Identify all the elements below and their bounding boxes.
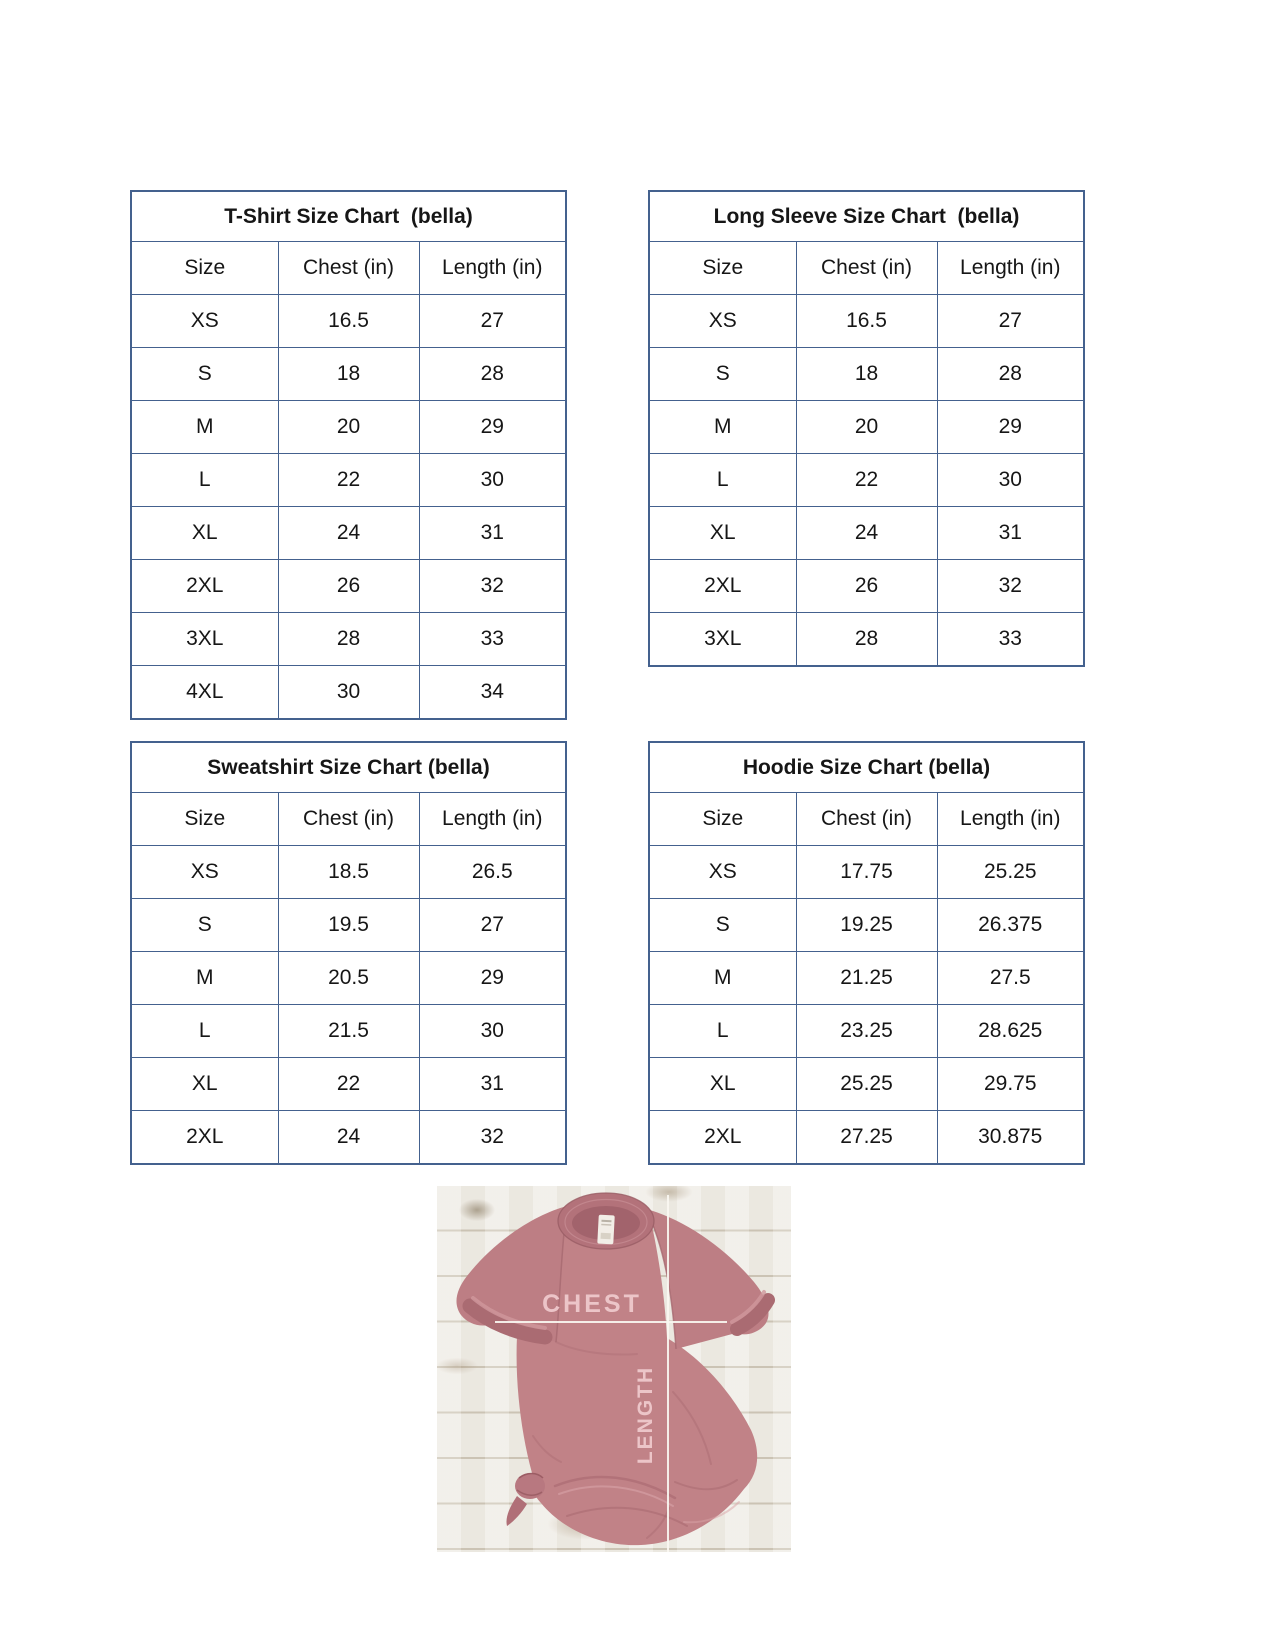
size-cell: 30: [278, 666, 419, 720]
size-row: [649, 899, 1084, 952]
chest-measure-line: [495, 1321, 727, 1323]
size-cell: 19.5: [278, 899, 419, 952]
size-row: [131, 1005, 566, 1058]
size-cell: 28: [278, 613, 419, 666]
longsleeve-size-table: [648, 190, 1085, 667]
size-row: [131, 1058, 566, 1111]
size-cell: 31: [419, 507, 566, 560]
size-cell: 3XL: [649, 613, 796, 667]
size-cell: 16.5: [278, 295, 419, 348]
size-cell: 26.5: [419, 846, 566, 899]
size-row: [649, 348, 1084, 401]
sweatshirt-header-row: [131, 793, 566, 846]
hoodie-table-body: [649, 846, 1084, 1165]
size-cell: 30: [419, 1005, 566, 1058]
size-row: [649, 1111, 1084, 1165]
size-cell: S: [131, 899, 278, 952]
size-cell: 28: [937, 348, 1084, 401]
size-cell: S: [649, 899, 796, 952]
column-header: Size: [649, 242, 796, 295]
size-cell: XS: [131, 846, 278, 899]
neck-tag: [597, 1215, 614, 1245]
size-cell: 17.75: [796, 846, 937, 899]
size-cell: 27.25: [796, 1111, 937, 1165]
size-cell: 29: [419, 952, 566, 1005]
size-cell: 25.25: [796, 1058, 937, 1111]
size-cell: 32: [937, 560, 1084, 613]
size-row: [131, 846, 566, 899]
size-row: [131, 454, 566, 507]
size-cell: 30: [419, 454, 566, 507]
size-cell: XS: [131, 295, 278, 348]
size-cell: 28: [796, 613, 937, 667]
hoodie-table-title: Hoodie Size Chart (bella): [649, 742, 1084, 793]
size-row: [649, 401, 1084, 454]
size-row: [131, 666, 566, 720]
size-cell: XL: [131, 1058, 278, 1111]
size-cell: M: [649, 952, 796, 1005]
size-cell: 31: [937, 507, 1084, 560]
size-row: [131, 401, 566, 454]
chest-label: CHEST: [542, 1290, 642, 1318]
size-cell: 33: [937, 613, 1084, 667]
size-cell: 22: [278, 1058, 419, 1111]
size-cell: 24: [278, 1111, 419, 1165]
size-cell: 23.25: [796, 1005, 937, 1058]
size-cell: 26: [278, 560, 419, 613]
column-header: Length (in): [937, 793, 1084, 846]
column-header: Length (in): [419, 793, 566, 846]
size-cell: 27: [419, 295, 566, 348]
size-cell: 19.25: [796, 899, 937, 952]
size-cell: S: [649, 348, 796, 401]
size-cell: 30.875: [937, 1111, 1084, 1165]
size-cell: 26.375: [937, 899, 1084, 952]
column-header: Size: [131, 242, 278, 295]
size-row: [649, 295, 1084, 348]
size-cell: 18: [796, 348, 937, 401]
size-row: [131, 507, 566, 560]
column-header: Chest (in): [278, 242, 419, 295]
shirt-measurement-photo: [437, 1186, 791, 1552]
size-cell: 29.75: [937, 1058, 1084, 1111]
sweatshirt-size-table: [130, 741, 567, 1165]
size-cell: 18.5: [278, 846, 419, 899]
size-cell: 2XL: [649, 1111, 796, 1165]
size-cell: XS: [649, 295, 796, 348]
column-header: Size: [649, 793, 796, 846]
size-cell: 21.5: [278, 1005, 419, 1058]
flat-lay-tshirt-graphic: [437, 1186, 791, 1552]
size-cell: XL: [131, 507, 278, 560]
hoodie-size-table: [648, 741, 1085, 1165]
size-cell: 27: [937, 295, 1084, 348]
size-cell: 33: [419, 613, 566, 666]
size-row: [649, 952, 1084, 1005]
size-cell: XL: [649, 1058, 796, 1111]
size-cell: M: [131, 401, 278, 454]
size-cell: 20.5: [278, 952, 419, 1005]
tshirt-table-title: T-Shirt Size Chart (bella): [131, 191, 566, 242]
size-row: [649, 1005, 1084, 1058]
length-label: LENGTH: [634, 1365, 657, 1465]
size-cell: 2XL: [131, 560, 278, 613]
size-cell: 16.5: [796, 295, 937, 348]
size-row: [131, 613, 566, 666]
size-cell: 32: [419, 1111, 566, 1165]
size-cell: 24: [796, 507, 937, 560]
size-cell: 29: [937, 401, 1084, 454]
size-cell: 2XL: [649, 560, 796, 613]
size-cell: 28: [419, 348, 566, 401]
size-row: [131, 899, 566, 952]
size-cell: 20: [278, 401, 419, 454]
size-cell: 28.625: [937, 1005, 1084, 1058]
size-row: [131, 560, 566, 613]
size-cell: 30: [937, 454, 1084, 507]
column-header: Length (in): [419, 242, 566, 295]
size-cell: 22: [796, 454, 937, 507]
size-cell: 32: [419, 560, 566, 613]
size-row: [131, 952, 566, 1005]
size-row: [649, 846, 1084, 899]
size-row: [649, 613, 1084, 667]
hoodie-header-row: [649, 793, 1084, 846]
size-row: [649, 1058, 1084, 1111]
sweatshirt-table-body: [131, 846, 566, 1165]
tshirt-header-row: [131, 242, 566, 295]
size-row: [131, 295, 566, 348]
size-cell: S: [131, 348, 278, 401]
sweatshirt-table-title: Sweatshirt Size Chart (bella): [131, 742, 566, 793]
size-cell: 31: [419, 1058, 566, 1111]
size-cell: 34: [419, 666, 566, 720]
column-header: Chest (in): [796, 793, 937, 846]
size-cell: 24: [278, 507, 419, 560]
size-cell: 22: [278, 454, 419, 507]
size-cell: L: [649, 1005, 796, 1058]
size-row: [131, 348, 566, 401]
column-header: Size: [131, 793, 278, 846]
size-cell: 27: [419, 899, 566, 952]
size-cell: 18: [278, 348, 419, 401]
tshirt-size-table: [130, 190, 567, 720]
size-cell: M: [131, 952, 278, 1005]
size-cell: 29: [419, 401, 566, 454]
size-cell: 2XL: [131, 1111, 278, 1165]
longsleeve-table-body: [649, 295, 1084, 667]
size-cell: L: [131, 454, 278, 507]
size-cell: L: [649, 454, 796, 507]
size-row: [649, 454, 1084, 507]
size-cell: XS: [649, 846, 796, 899]
size-cell: L: [131, 1005, 278, 1058]
size-cell: 20: [796, 401, 937, 454]
size-cell: 26: [796, 560, 937, 613]
size-row: [649, 507, 1084, 560]
size-cell: XL: [649, 507, 796, 560]
size-row: [131, 1111, 566, 1165]
column-header: Length (in): [937, 242, 1084, 295]
size-cell: 21.25: [796, 952, 937, 1005]
tshirt-table-body: [131, 295, 566, 720]
size-row: [649, 560, 1084, 613]
size-cell: M: [649, 401, 796, 454]
size-cell: 27.5: [937, 952, 1084, 1005]
length-measure-line: [667, 1195, 669, 1552]
longsleeve-table-title: Long Sleeve Size Chart (bella): [649, 191, 1084, 242]
size-cell: 25.25: [937, 846, 1084, 899]
size-cell: 3XL: [131, 613, 278, 666]
size-cell: 4XL: [131, 666, 278, 720]
longsleeve-header-row: [649, 242, 1084, 295]
column-header: Chest (in): [278, 793, 419, 846]
column-header: Chest (in): [796, 242, 937, 295]
